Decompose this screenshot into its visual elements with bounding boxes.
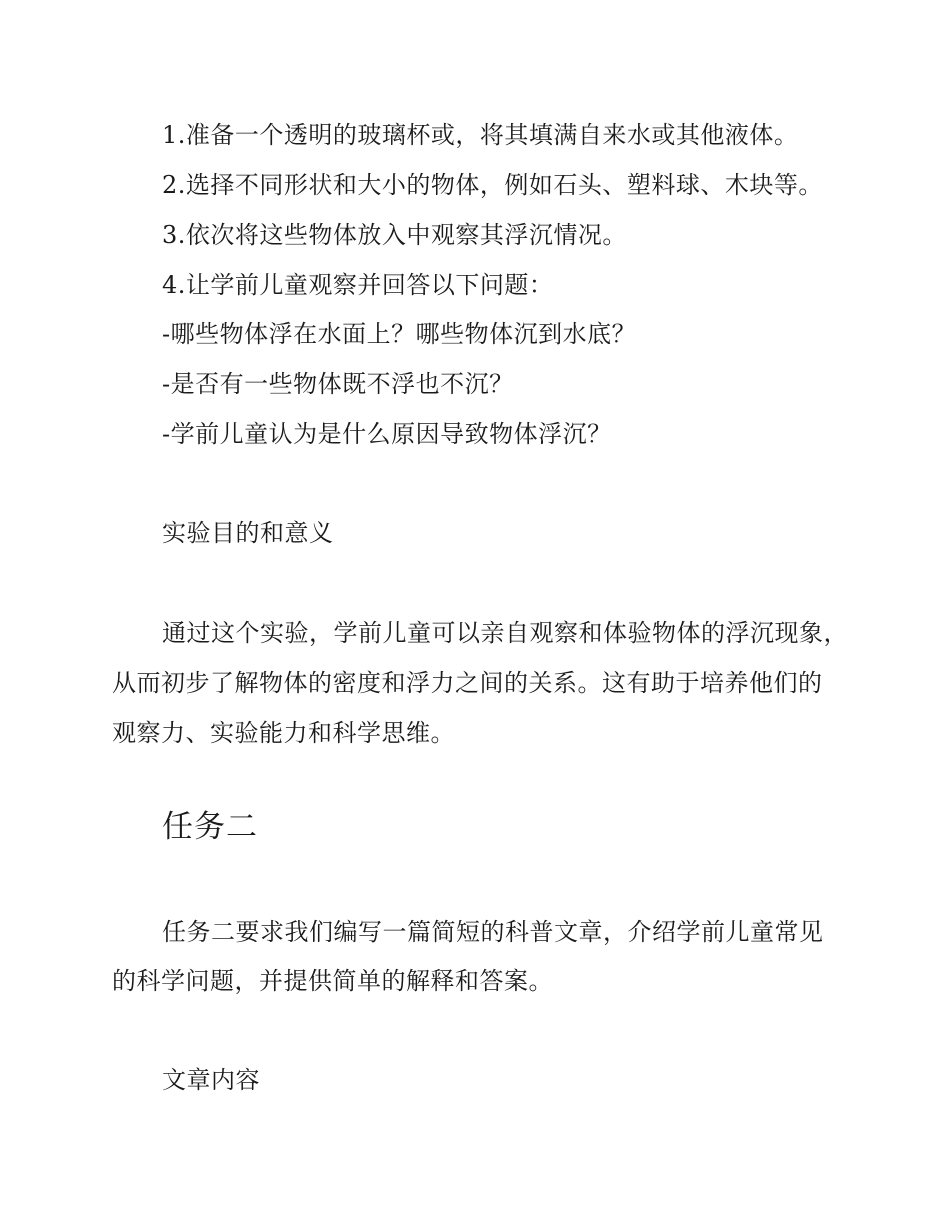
task-two-title: 任务二 bbox=[162, 809, 258, 845]
purpose-paragraph-line-2: 从而初步了解物体的密度和浮力之间的关系。这有助于培养他们的 bbox=[112, 669, 823, 697]
step-1: 1.准备一个透明的玻璃杯或，将其填满自来水或其他液体。 bbox=[162, 121, 799, 149]
article-content-heading: 文章内容 bbox=[162, 1066, 260, 1094]
task-two-paragraph-line-2: 的科学问题，并提供简单的解释和答案。 bbox=[112, 967, 553, 995]
step-3: 3.依次将这些物体放入中观察其浮沉情况。 bbox=[162, 221, 627, 249]
purpose-paragraph-line-3: 观察力、实验能力和科学思维。 bbox=[112, 719, 455, 747]
question-2: -是否有一些物体既不浮也不沉？ bbox=[162, 370, 514, 398]
step-4: 4.让学前儿童观察并回答以下问题： bbox=[162, 271, 554, 299]
question-1: -哪些物体浮在水面上？哪些物体沉到水底？ bbox=[162, 320, 637, 348]
task-two-paragraph-line-1: 任务二要求我们编写一篇简短的科普文章，介绍学前儿童常见 bbox=[162, 918, 824, 946]
question-3: -学前儿童认为是什么原因导致物体浮沉？ bbox=[162, 420, 612, 448]
section-heading-purpose: 实验目的和意义 bbox=[162, 519, 334, 547]
purpose-paragraph-line-1: 通过这个实验，学前儿童可以亲自观察和体验物体的浮沉现象， bbox=[162, 619, 848, 647]
step-2: 2.选择不同形状和大小的物体，例如石头、塑料球、木块等。 bbox=[162, 171, 823, 199]
